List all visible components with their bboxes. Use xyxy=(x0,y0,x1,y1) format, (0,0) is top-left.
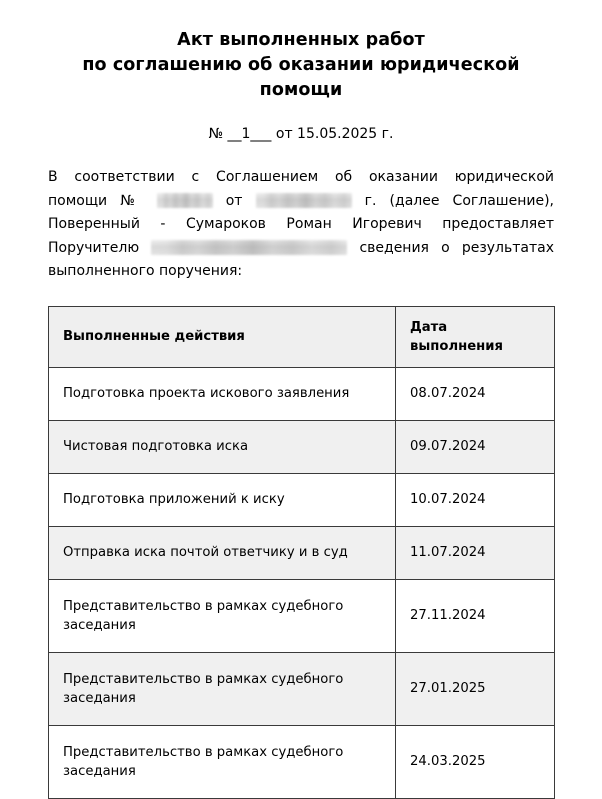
column-header-date xyxy=(396,306,555,367)
performed-actions-table xyxy=(48,306,555,799)
redacted-text-block xyxy=(157,193,213,208)
intro-text-segment: сведения о результатах xyxy=(359,239,555,256)
cell-performed-action: Представительство в рамках судебного заседания xyxy=(49,725,396,798)
intro-text-segment: помощи № xyxy=(48,192,144,209)
column-header-date-line2: выполнения xyxy=(410,338,503,354)
intro-text-segment: от xyxy=(225,192,243,209)
cell-performed-action: Подготовка приложений к иску xyxy=(49,473,396,526)
intro-line-5 xyxy=(48,260,554,284)
table-row xyxy=(49,579,555,652)
cell-performed-action: Чистовая подготовка иска xyxy=(49,420,396,473)
cell-completion-date: 11.07.2024 xyxy=(396,526,555,579)
title-line-1: Акт выполненных работ xyxy=(177,30,425,50)
column-header-action: Выполненные действия xyxy=(49,306,396,367)
table-row xyxy=(49,473,555,526)
cell-completion-date: 10.07.2024 xyxy=(396,473,555,526)
intro-line-3 xyxy=(48,213,554,237)
table-row xyxy=(49,367,555,420)
title-line-2: по соглашению об оказании юридической xyxy=(82,55,520,75)
intro-text-segment: Поверенный - Сумароков Роман Игоревич предоставляет xyxy=(48,216,554,232)
intro-text-segment: Поручителю xyxy=(48,239,140,256)
intro-line-2 xyxy=(48,190,554,214)
title-line-3: помощи xyxy=(259,80,343,100)
table-header xyxy=(49,306,555,367)
cell-completion-date: 09.07.2024 xyxy=(396,420,555,473)
cell-performed-action: Отправка иска почтой ответчику и в суд xyxy=(49,526,396,579)
document-number-and-date: № __1___ от 15.05.2025 г. xyxy=(208,126,394,142)
page-title xyxy=(0,0,602,103)
redacted-text-block xyxy=(256,193,352,208)
intro-text-segment: выполненного поручения: xyxy=(48,263,243,279)
table-row xyxy=(49,725,555,798)
intro-line-4 xyxy=(48,237,554,261)
column-header-date-line1: Дата xyxy=(410,319,448,335)
intro-line-1 xyxy=(48,166,554,190)
cell-performed-action: Представительство в рамках судебного заседания xyxy=(49,652,396,725)
table-row xyxy=(49,420,555,473)
cell-performed-action: Представительство в рамках судебного заседания xyxy=(49,579,396,652)
cell-completion-date: 27.11.2024 xyxy=(396,579,555,652)
intro-paragraph xyxy=(0,144,602,284)
table-row xyxy=(49,526,555,579)
cell-performed-action: Подготовка проекта искового заявления xyxy=(49,367,396,420)
table-header-row xyxy=(49,306,555,367)
table-row xyxy=(49,652,555,725)
cell-completion-date: 08.07.2024 xyxy=(396,367,555,420)
intro-text-segment: г. (далее Соглашение), xyxy=(364,192,554,209)
cell-completion-date: 24.03.2025 xyxy=(396,725,555,798)
table-body xyxy=(49,367,555,798)
cell-completion-date: 27.01.2025 xyxy=(396,652,555,725)
intro-text-segment: В соответствии с Соглашением об оказании юридической xyxy=(48,169,554,185)
redacted-text-block xyxy=(151,240,347,255)
